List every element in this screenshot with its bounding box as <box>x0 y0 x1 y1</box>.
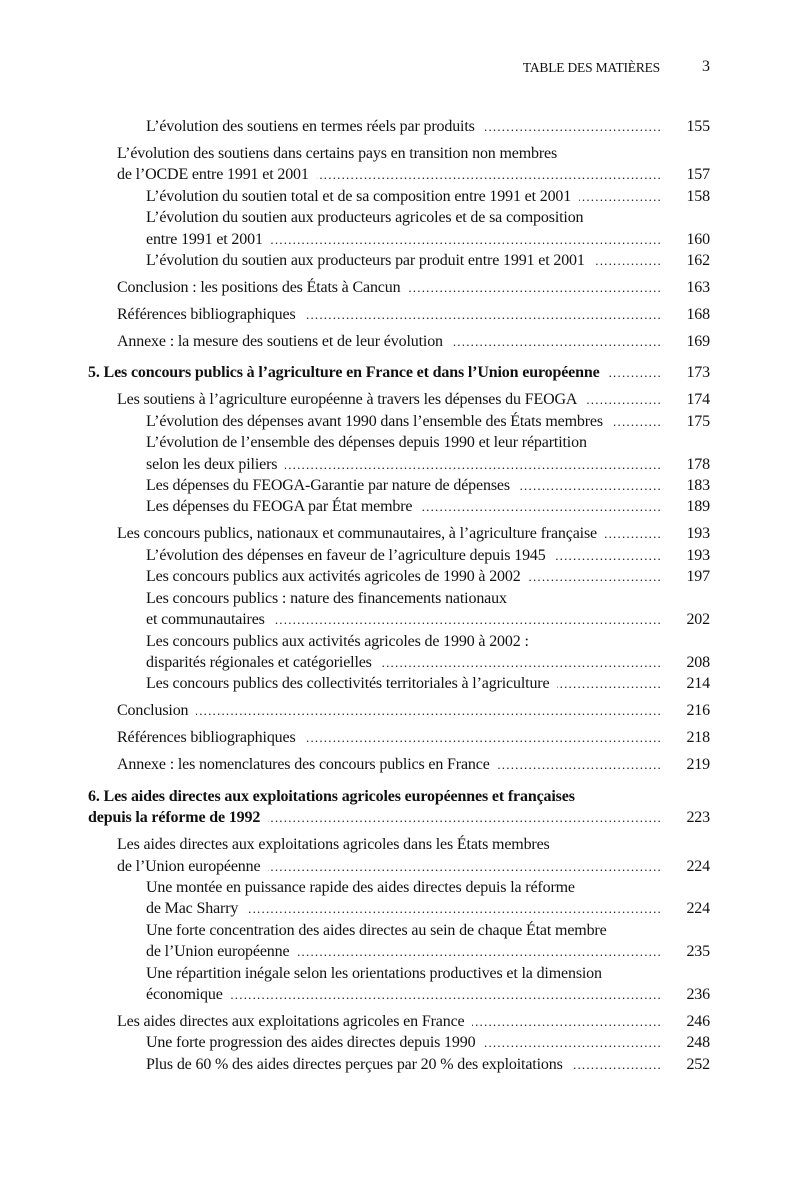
toc-chapter <box>88 362 710 383</box>
toc-entry[interactable] <box>88 834 710 877</box>
toc-entry[interactable] <box>88 877 710 920</box>
dot-leader <box>268 856 662 877</box>
toc-entry[interactable] <box>88 331 710 352</box>
toc-entry-line <box>88 609 710 630</box>
toc-page-number: 219 <box>686 756 710 774</box>
toc-entry[interactable] <box>88 754 710 775</box>
toc-entry-line <box>88 250 710 271</box>
dot-leader <box>246 898 662 919</box>
toc-entry-line <box>88 475 710 496</box>
toc-entry-title: de l’OCDE entre 1991 et 2001 <box>117 166 309 184</box>
toc-page-number: 197 <box>686 568 710 586</box>
toc-entry[interactable] <box>88 143 710 186</box>
toc-entry-line <box>88 545 710 566</box>
toc-entry[interactable] <box>88 432 710 475</box>
toc-entry-title: L’évolution des dépenses en faveur de l’agriculture depuis 1945 <box>146 546 546 564</box>
toc-page-number: 163 <box>686 279 710 297</box>
toc-page-number: 208 <box>686 653 710 671</box>
dot-leader <box>585 389 662 410</box>
toc-entry-title: Plus de 60 % des aides directes perçues par 20 % des exploitations <box>146 1055 563 1073</box>
chapter-entry[interactable] <box>88 362 710 383</box>
dot-leader <box>483 1032 662 1053</box>
toc-entry-title: économique <box>146 985 223 1003</box>
toc-page-number: 252 <box>686 1055 710 1073</box>
toc-entry-title: disparités régionales et catégorielles <box>146 653 372 671</box>
toc-page-number: 246 <box>686 1012 710 1030</box>
toc-entry[interactable] <box>88 496 710 517</box>
toc-entry[interactable] <box>88 963 710 1006</box>
dot-leader <box>593 250 662 271</box>
toc-page-number: 168 <box>686 306 710 324</box>
toc-entry-line <box>88 963 710 984</box>
toc-entry-title: entre 1991 et 2001 <box>146 230 263 248</box>
toc-entry-line <box>88 941 710 962</box>
toc-group <box>88 277 710 298</box>
toc-entry-title: 6. Les aides directes aux exploitations agricoles européennes et françaises <box>88 787 575 805</box>
toc-entry[interactable] <box>88 1032 710 1053</box>
toc-entry-title: Les dépenses du FEOGA par État membre <box>146 498 413 516</box>
toc-group <box>88 834 710 1005</box>
toc-page-number: 236 <box>686 985 710 1003</box>
dot-leader <box>271 229 662 250</box>
toc-entry[interactable] <box>88 566 710 587</box>
running-header <box>0 58 800 78</box>
dot-leader <box>196 700 662 721</box>
toc-page-number: 235 <box>686 943 710 961</box>
toc-page-number: 178 <box>686 455 710 473</box>
toc-entry-line <box>88 207 710 228</box>
toc-entry-line <box>88 754 710 775</box>
toc-entry-title: de Mac Sharry <box>146 900 239 918</box>
toc-entry-title: L’évolution du soutien aux producteurs agricoles et de sa composition <box>146 209 584 227</box>
toc-chapter <box>88 786 710 829</box>
toc-entry-title: Les concours publics : nature des financements nationaux <box>146 589 507 607</box>
dot-leader <box>451 331 662 352</box>
toc-entry-title: Conclusion <box>117 702 189 720</box>
toc-entry[interactable] <box>88 186 710 207</box>
toc-entry-title: de l’Union européenne <box>117 857 261 875</box>
dot-leader <box>605 523 662 544</box>
toc-page-number: 248 <box>686 1034 710 1052</box>
toc-entry-line <box>88 877 710 898</box>
toc-page-number: 223 <box>686 809 710 827</box>
toc-entry-title: Les aides directes aux exploitations agricoles dans les États membres <box>117 836 550 854</box>
toc-entry-line <box>88 496 710 517</box>
toc-entry-title: L’évolution du soutien total et de sa composition entre 1991 et 2001 <box>146 187 572 205</box>
toc-entry[interactable] <box>88 700 710 721</box>
toc-entry[interactable] <box>88 411 710 432</box>
toc-page-number: 157 <box>686 166 710 184</box>
toc-entry-line <box>88 588 710 609</box>
toc-entry-line <box>88 362 710 383</box>
toc-entry[interactable] <box>88 1054 710 1075</box>
toc-page-number: 169 <box>686 333 710 351</box>
toc-page-number: 173 <box>686 364 710 382</box>
toc-entry-title: Annexe : les nomenclatures des concours publics en France <box>117 756 490 774</box>
toc-entry-line <box>88 143 710 164</box>
toc-entry[interactable] <box>88 545 710 566</box>
toc-entry[interactable] <box>88 475 710 496</box>
toc-entry-title: Les soutiens à l’agriculture européenne à travers les dépenses du FEOGA <box>117 391 578 409</box>
toc-entry-title: depuis la réforme de 1992 <box>88 809 261 827</box>
dot-leader <box>297 941 662 962</box>
toc-group <box>88 116 710 137</box>
toc-entry[interactable] <box>88 727 710 748</box>
toc-page-number: 174 <box>686 391 710 409</box>
toc-entry-title: Annexe : la mesure des soutiens et de leur évolution <box>117 333 443 351</box>
toc-entry[interactable] <box>88 277 710 298</box>
toc-entry-line <box>88 116 710 137</box>
toc-entry-line <box>88 331 710 352</box>
toc-entry[interactable] <box>88 588 710 631</box>
toc-entry-line <box>88 389 710 410</box>
toc-entry-line <box>88 411 710 432</box>
toc-entry-line <box>88 898 710 919</box>
toc-entry[interactable] <box>88 250 710 271</box>
toc-entry-title: Une répartition inégale selon les orientations productives et la dimension <box>146 964 602 982</box>
toc-page-number: 216 <box>686 702 710 720</box>
dot-leader <box>571 1054 662 1075</box>
toc-entry-line <box>88 1011 710 1032</box>
toc-group <box>88 389 710 517</box>
toc-entry-line <box>88 164 710 185</box>
chapter-entry[interactable] <box>88 786 710 829</box>
dot-leader <box>483 116 662 137</box>
toc-entry-line <box>88 523 710 544</box>
toc-entry-line <box>88 984 710 1005</box>
page-number: 3 <box>702 58 710 75</box>
dot-leader <box>557 673 662 694</box>
toc-group <box>88 727 710 748</box>
dot-leader <box>408 277 662 298</box>
table-of-contents <box>88 116 710 1075</box>
dot-leader <box>304 727 662 748</box>
toc-group <box>88 304 710 325</box>
dot-leader <box>611 411 662 432</box>
toc-entry-line <box>88 652 710 673</box>
dot-leader <box>472 1011 662 1032</box>
toc-page-number: 175 <box>686 412 710 430</box>
running-header-title: TABLE DES MATIÈRES <box>522 60 660 75</box>
toc-group <box>88 143 710 271</box>
toc-entry-title: L’évolution des soutiens en termes réels par produits <box>146 118 475 135</box>
dot-leader <box>273 609 662 630</box>
toc-entry-line <box>88 1032 710 1053</box>
toc-group <box>88 331 710 352</box>
toc-entry-title: Références bibliographiques <box>117 729 296 747</box>
toc-page-number: 162 <box>686 252 710 270</box>
dot-leader <box>554 545 662 566</box>
dot-leader <box>268 807 662 828</box>
toc-entry-line <box>88 631 710 652</box>
toc-entry-title: Les concours publics, nationaux et communautaires, à l’agriculture française <box>117 525 597 543</box>
toc-entry-line <box>88 856 710 877</box>
toc-entry[interactable] <box>88 673 710 694</box>
toc-entry-title: Une forte progression des aides directes depuis 1990 <box>146 1034 476 1052</box>
toc-entry-line <box>88 673 710 694</box>
toc-entry-line <box>88 432 710 453</box>
toc-page-number: 193 <box>686 525 710 543</box>
toc-entry-title: Une montée en puissance rapide des aides directes depuis la réforme <box>146 878 575 896</box>
toc-page-number: 155 <box>686 118 710 135</box>
toc-page-number: 160 <box>686 230 710 248</box>
toc-group <box>88 1011 710 1075</box>
toc-entry-title: 5. Les concours publics à l’agriculture en France et dans l’Union européenne <box>88 364 600 382</box>
toc-group <box>88 523 710 694</box>
toc-entry-title: Une forte concentration des aides directes au sein de chaque État membre <box>146 921 607 939</box>
toc-page-number: 189 <box>686 498 710 516</box>
toc-entry-title: et communautaires <box>146 611 265 629</box>
toc-entry-title: Les concours publics des collectivités territoriales à l’agriculture <box>146 675 550 693</box>
toc-entry-line <box>88 807 710 828</box>
toc-entry-line <box>88 566 710 587</box>
toc-entry-line <box>88 454 710 475</box>
toc-entry-title: Conclusion : les positions des États à Cancun <box>117 279 401 297</box>
toc-entry[interactable] <box>88 1011 710 1032</box>
toc-entry[interactable] <box>88 389 710 410</box>
toc-entry-line <box>88 920 710 941</box>
toc-entry[interactable] <box>88 631 710 674</box>
toc-entry-line <box>88 1054 710 1075</box>
toc-entry[interactable] <box>88 116 710 137</box>
dot-leader <box>304 304 662 325</box>
toc-entry-title: L’évolution des soutiens dans certains pays en transition non membres <box>117 145 558 162</box>
dot-leader <box>380 652 662 673</box>
toc-entry-line <box>88 834 710 855</box>
toc-entry-line <box>88 727 710 748</box>
dot-leader <box>285 454 662 475</box>
dot-leader <box>498 754 662 775</box>
dot-leader <box>518 475 662 496</box>
dot-leader <box>231 984 662 1005</box>
dot-leader <box>420 496 662 517</box>
toc-group <box>88 700 710 721</box>
dot-leader <box>579 186 662 207</box>
toc-entry-title: Références bibliographiques <box>117 306 296 324</box>
toc-entry-title: Les aides directes aux exploitations agricoles en France <box>117 1012 465 1030</box>
toc-entry[interactable] <box>88 523 710 544</box>
toc-entry-title: L’évolution de l’ensemble des dépenses depuis 1990 et leur répartition <box>146 434 587 452</box>
toc-page-number: 183 <box>686 477 710 495</box>
toc-group <box>88 754 710 775</box>
toc-page-number: 158 <box>686 187 710 205</box>
toc-entry[interactable] <box>88 207 710 250</box>
dot-leader <box>317 164 662 185</box>
toc-page-number: 218 <box>686 729 710 747</box>
toc-entry-title: Les concours publics aux activités agricoles de 1990 à 2002 <box>146 568 521 586</box>
toc-page-number: 202 <box>686 611 710 629</box>
toc-entry[interactable] <box>88 920 710 963</box>
toc-entry-line <box>88 304 710 325</box>
toc-entry-title: L’évolution des dépenses avant 1990 dans l’ensemble des États membres <box>146 412 603 430</box>
toc-entry-title: Les concours publics aux activités agricoles de 1990 à 2002 : <box>146 632 529 650</box>
toc-entry-line <box>88 786 710 807</box>
toc-page-number: 224 <box>686 900 710 918</box>
toc-entry-title: de l’Union européenne <box>146 943 290 961</box>
toc-entry-line <box>88 700 710 721</box>
toc-entry-line <box>88 229 710 250</box>
dot-leader <box>608 362 662 383</box>
toc-page-number: 214 <box>686 675 710 693</box>
toc-entry-line <box>88 186 710 207</box>
toc-page-number: 193 <box>686 546 710 564</box>
toc-entry-title: Les dépenses du FEOGA-Garantie par nature de dépenses <box>146 477 510 495</box>
toc-entry-title: selon les deux piliers <box>146 455 278 473</box>
dot-leader <box>529 566 662 587</box>
toc-entry-title: L’évolution du soutien aux producteurs par produit entre 1991 et 2001 <box>146 252 585 270</box>
toc-entry[interactable] <box>88 304 710 325</box>
toc-entry-line <box>88 277 710 298</box>
toc-page-number: 224 <box>686 857 710 875</box>
